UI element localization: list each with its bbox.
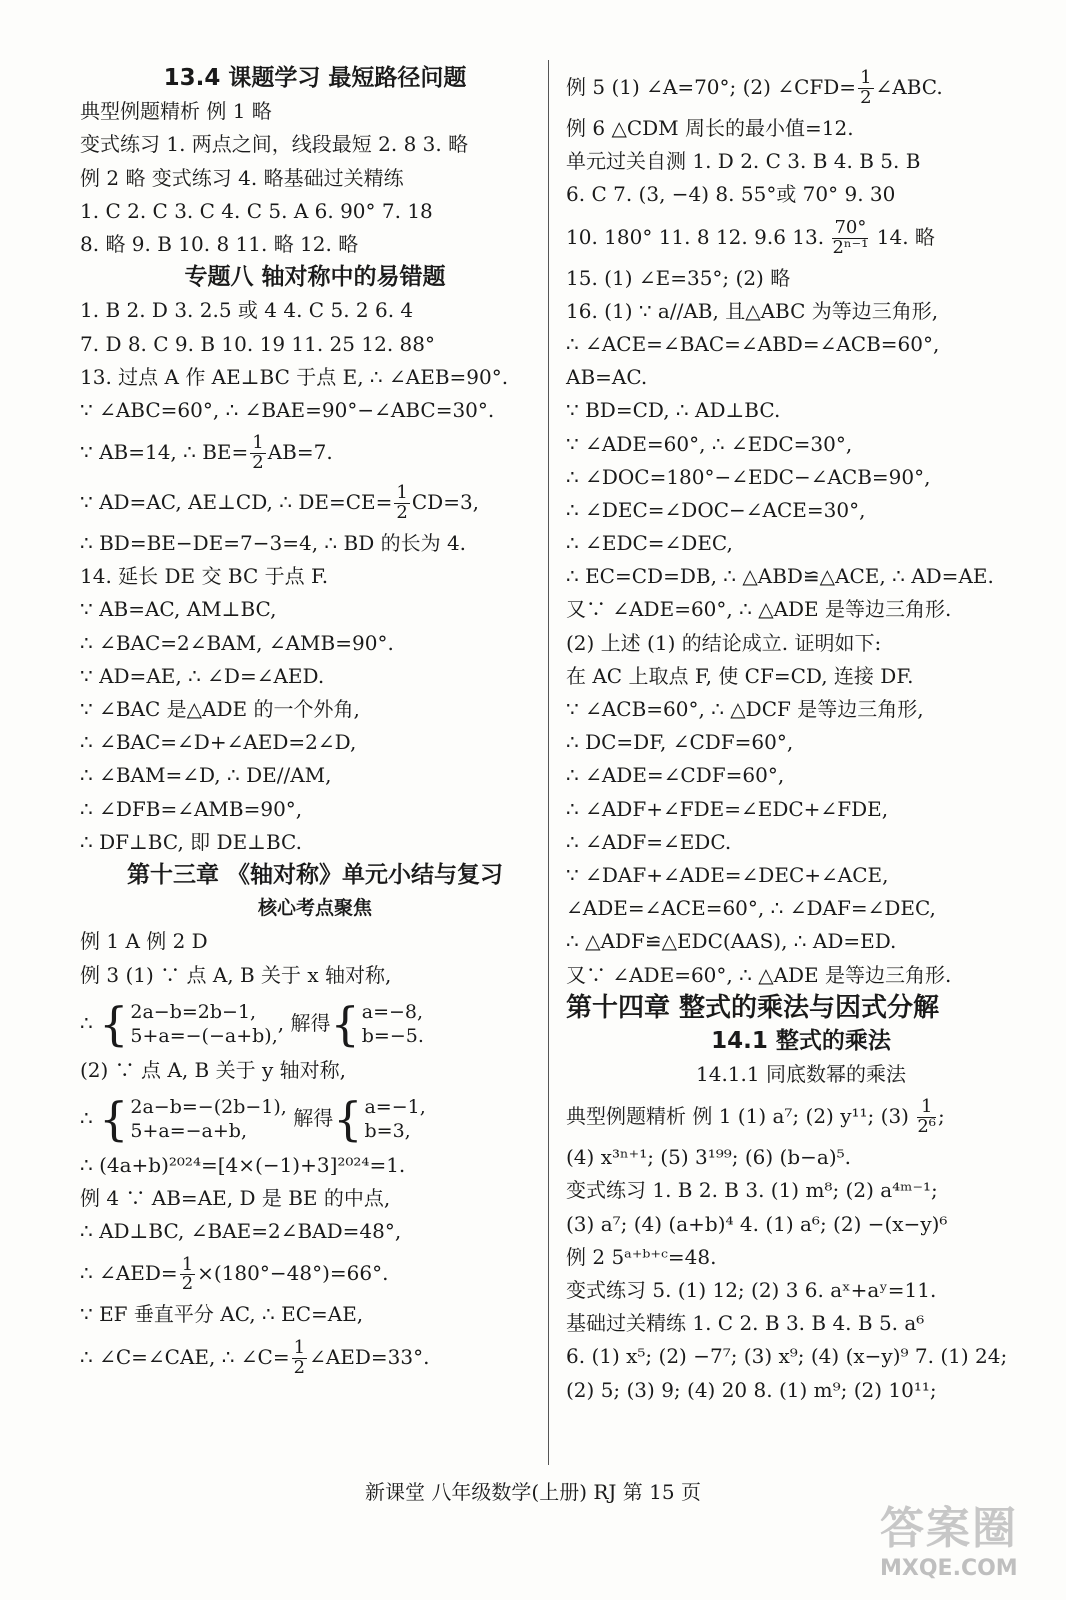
fraction: [917, 1098, 936, 1137]
fraction: [180, 1253, 195, 1295]
fraction-numerator: 1: [917, 1098, 936, 1118]
equation: b=−5.: [361, 1025, 424, 1048]
answer-line: ∵ ∠DAF+∠ADE=∠DEC+∠ACE,: [566, 862, 889, 887]
system-rows: [130, 1095, 286, 1144]
answer-line: 又∵ ∠ADE=60°, ∴ △ADE 是等边三角形.: [566, 962, 952, 987]
line-text: 10. 180° 11. 8 12. 9.6 13.: [566, 224, 831, 249]
line-text: AB=7.: [267, 440, 333, 465]
answer-line: [80, 427, 550, 477]
answer-line: (2) ∵ 点 A, B 关于 y 轴对称,: [80, 1057, 346, 1082]
line-text: ∵ AD=AC, AE⊥CD, ∴ DE=CE=: [80, 490, 393, 515]
answer-line: ∴ ∠ADF=∠EDC.: [566, 829, 732, 854]
solution-system: [330, 997, 424, 1052]
answer-line: 15. (1) ∠E=35°; (2) 略: [566, 265, 791, 290]
fraction-denominator: 2⁶: [917, 1116, 936, 1138]
answer-line: [566, 212, 1036, 262]
answer-line: 例 2 略 变式练习 4. 略基础过关精练: [80, 165, 404, 190]
answer-line: 变式练习 5. (1) 12; (2) 3 6. aˣ+aʸ=11.: [566, 1278, 937, 1302]
answer-line: 6. (1) x⁵; (2) −7⁷; (3) x⁹; (4) (x−y)⁹ 7. (1) 24;: [566, 1344, 1008, 1369]
answer-line: AB=AC.: [566, 365, 648, 390]
answer-line: 单元过关自测 1. D 2. C 3. B 4. B 5. B: [566, 149, 921, 174]
system-rows: [362, 1000, 424, 1049]
watermark-text: 答案圈: [880, 1503, 1018, 1554]
answer-line: ∵ EF 垂直平分 AC, ∴ EC=AE,: [80, 1302, 364, 1327]
answer-line: [80, 992, 550, 1054]
answer-line: ∴ △ADF≌△EDC(AAS), ∴ AD=ED.: [566, 929, 897, 954]
fraction-numerator: 70°: [832, 219, 868, 239]
left-column: [80, 62, 550, 1382]
answer-line: ∴ ∠BAC=2∠BAM, ∠AMB=90°.: [80, 630, 394, 655]
system-rows: [130, 1000, 277, 1049]
equation: 2a−b=2b−1,: [130, 1000, 257, 1023]
line-text: ∠AED=33°.: [309, 1344, 430, 1369]
section-heading: 第十四章 整式的乘法与因式分解: [566, 992, 940, 1023]
answer-line: (2) 5; (3) 9; (4) 20 8. (1) m⁹; (2) 10¹¹;: [566, 1377, 937, 1402]
equation-system: [99, 1092, 287, 1147]
answer-line: [80, 477, 550, 527]
section-heading: 专题八 轴对称中的易错题: [184, 264, 446, 291]
fraction-numerator: 1: [860, 67, 872, 89]
answer-line: ∴ ∠DOC=180°−∠EDC−∠ACB=90°,: [566, 464, 931, 489]
answer-line: ∵ ∠ADE=60°, ∴ ∠EDC=30°,: [566, 431, 853, 456]
brace: {: [99, 997, 129, 1052]
answer-line: 基础过关精练 1. C 2. B 3. B 4. B 5. a⁶: [566, 1311, 925, 1336]
answer-line: 例 2 5ᵃ⁺ᵇ⁺ᶜ=48.: [566, 1244, 717, 1269]
answer-line: 变式练习 1. B 2. B 3. (1) m⁸; (2) a⁴ᵐ⁻¹;: [566, 1178, 938, 1203]
answer-line: 又∵ ∠ADE=60°, ∴ △ADE 是等边三角形.: [566, 597, 952, 622]
line-text: ∴ ∠C=∠CAE, ∴ ∠C=: [80, 1344, 290, 1369]
line-text: ∴ ∠AED=: [80, 1261, 178, 1286]
section-heading: 核心考点聚焦: [257, 897, 372, 920]
answer-line: ∴ ∠DEC=∠DOC−∠ACE=30°,: [566, 497, 866, 522]
brace: {: [333, 1092, 363, 1147]
section-heading: 14.1.1 同底数幂的乘法: [696, 1062, 906, 1087]
answer-line: ∴ ∠ADF+∠FDE=∠EDC+∠FDE,: [566, 796, 889, 821]
answer-line: 1. C 2. C 3. C 4. C 5. A 6. 90° 7. 18: [80, 198, 433, 223]
section-heading: 第十三章 《轴对称》单元小结与复习: [126, 861, 503, 888]
answer-line: ∴ DC=DF, ∠CDF=60°,: [566, 730, 794, 755]
answer-line: ∴ (4a+b)²⁰²⁴=[4×(−1)+3]²⁰²⁴=1.: [80, 1152, 406, 1177]
column-divider: [548, 60, 549, 1465]
fraction-denominator: 2: [181, 1273, 194, 1295]
answer-line: ∵ ∠ABC=60°, ∴ ∠BAE=90°−∠ABC=30°.: [80, 397, 495, 422]
right-column: [566, 62, 1036, 1407]
line-text: 解得: [286, 1105, 334, 1130]
fraction: [832, 216, 869, 258]
line-text: CD=3,: [411, 490, 480, 515]
answer-line: ∴ AD⊥BC, ∠BAE=2∠BAD=48°,: [80, 1219, 402, 1244]
equation: a=−8,: [361, 1000, 424, 1023]
answer-line: ∴ ∠DFB=∠AMB=90°,: [80, 796, 303, 821]
answer-line: ∵ BD=CD, ∴ AD⊥BC.: [566, 398, 781, 423]
answer-line: (4) x³ⁿ⁺¹; (5) 3¹⁹⁹; (6) (b−a)⁵.: [566, 1145, 852, 1170]
answer-line: 例 6 △CDM 周长的最小值=12.: [566, 116, 854, 140]
answer-line: ∴ ∠EDC=∠DEC,: [566, 531, 733, 556]
line-text: ;: [938, 1104, 945, 1129]
answer-line: 在 AC 上取点 F, 使 CF=CD, 连接 DF.: [566, 663, 914, 688]
answer-line: 7. D 8. C 9. B 10. 19 11. 25 12. 88°: [80, 331, 435, 356]
brace: {: [330, 997, 360, 1052]
page-footer: 新课堂 八年级数学(上册) RJ 第 15 页: [365, 1480, 701, 1504]
answer-line: ∵ AD=AE, ∴ ∠D=∠AED.: [80, 663, 325, 688]
line-text: ∠ABC.: [875, 75, 943, 99]
equation: b=3,: [364, 1120, 411, 1143]
equation: 5+a=−a+b,: [130, 1120, 248, 1143]
answer-line: 14. 延长 DE 交 BC 于点 F.: [80, 564, 329, 589]
answer-line: 13. 过点 A 作 AE⊥BC 于点 E, ∴ ∠AEB=90°.: [80, 364, 509, 389]
answer-line: ∵ ∠ACB=60°, ∴ △DCF 是等边三角形,: [566, 697, 924, 721]
answer-line: 1. B 2. D 3. 2.5 或 4 4. C 5. 2 6. 4: [80, 298, 414, 323]
answer-line: [566, 1091, 1036, 1141]
answer-line: 例 1 A 例 2 D: [80, 929, 208, 954]
answer-line: 8. 略 9. B 10. 8 11. 略 12. 略: [80, 231, 359, 256]
answer-line: ∵ AB=AC, AM⊥BC,: [80, 597, 277, 622]
answer-line: [566, 62, 1036, 112]
fraction-numerator: 1: [181, 1253, 194, 1275]
line-text: ∵ AB=14, ∴ BE=: [80, 440, 249, 465]
equation-system: [99, 997, 278, 1052]
answer-line: ∴ DF⊥BC, 即 DE⊥BC.: [80, 829, 302, 854]
line-text: , 解得: [277, 1010, 331, 1035]
watermark-url: MXQE.COM: [880, 1556, 1018, 1581]
answer-line: ∴ BD=BE−DE=7−3=4, ∴ BD 的长为 4.: [80, 531, 467, 556]
answer-line: 16. (1) ∵ a//AB, 且△ABC 为等边三角形,: [566, 298, 939, 323]
section-heading: 14.1 整式的乘法: [711, 1027, 891, 1054]
answer-line: 变式练习 1. 两点之间，线段最短 2. 8 3. 略: [80, 132, 469, 157]
line-text: 14. 略: [870, 224, 935, 249]
equation: 2a−b=−(2b−1),: [130, 1095, 287, 1118]
fraction-numerator: 1: [396, 482, 408, 504]
fraction-denominator: 2: [252, 452, 264, 474]
fraction-denominator: 2ⁿ⁻¹: [832, 236, 869, 258]
answer-line: 6. C 7. (3, −4) 8. 55°或 70° 9. 30: [566, 182, 896, 207]
answer-line: ∴ ∠ACE=∠BAC=∠ABD=∠ACB=60°,: [566, 331, 940, 356]
answer-line: ∴ ∠BAC=∠D+∠AED=2∠D,: [80, 730, 357, 755]
answer-line: ∠ADE=∠ACE=60°, ∴ ∠DAF=∠DEC,: [566, 896, 936, 921]
answer-line: 例 4 ∵ AB=AE, D 是 BE 的中点,: [80, 1186, 391, 1211]
answer-line: [80, 1332, 550, 1382]
fraction: [394, 484, 409, 523]
line-text: ×(180°−48°)=66°.: [197, 1261, 389, 1286]
answer-line: 例 3 (1) ∵ 点 A, B 关于 x 轴对称,: [80, 962, 392, 987]
watermark-logo: [880, 1492, 1030, 1582]
fraction-numerator: 1: [252, 432, 264, 454]
fraction-denominator: 2: [293, 1356, 306, 1378]
answer-line: ∴ ∠BAM=∠D, ∴ DE//AM,: [80, 763, 332, 788]
answer-line: (2) 上述 (1) 的结论成立. 证明如下:: [566, 630, 882, 655]
answer-line: ∴ EC=CD=DB, ∴ △ABD≌△ACE, ∴ AD=AE.: [566, 564, 994, 589]
equation: a=−1,: [364, 1095, 426, 1118]
answer-line: (3) a⁷; (4) (a+b)⁴ 4. (1) a⁶; (2) −(x−y)⁶: [566, 1211, 948, 1236]
fraction-denominator: 2: [396, 502, 408, 524]
equation: 5+a=−(−a+b),: [130, 1025, 278, 1048]
system-rows: [364, 1095, 425, 1144]
answer-line: ∵ ∠BAC 是△ADE 的一个外角,: [80, 697, 360, 721]
line-text: ∴: [80, 1010, 100, 1035]
fraction: [292, 1336, 307, 1378]
answer-line: [80, 1248, 550, 1298]
fraction-numerator: 1: [293, 1336, 306, 1358]
answer-line: ∴ ∠ADE=∠CDF=60°,: [566, 763, 785, 788]
fraction: [858, 69, 873, 108]
answer-line: [80, 1087, 550, 1149]
line-text: ∴: [80, 1105, 100, 1130]
section-heading: 13.4 课题学习 最短路径问题: [163, 65, 467, 91]
line-text: 例 5 (1) ∠A=70°; (2) ∠CFD=: [566, 75, 857, 99]
brace: {: [99, 1092, 129, 1147]
line-text: 典型例题精析 例 1 (1) a⁷; (2) y¹¹; (3): [566, 1104, 916, 1129]
fraction: [250, 434, 265, 473]
fraction-denominator: 2: [860, 87, 872, 108]
answer-line: 典型例题精析 例 1 略: [80, 99, 272, 124]
solution-system: [333, 1092, 426, 1147]
